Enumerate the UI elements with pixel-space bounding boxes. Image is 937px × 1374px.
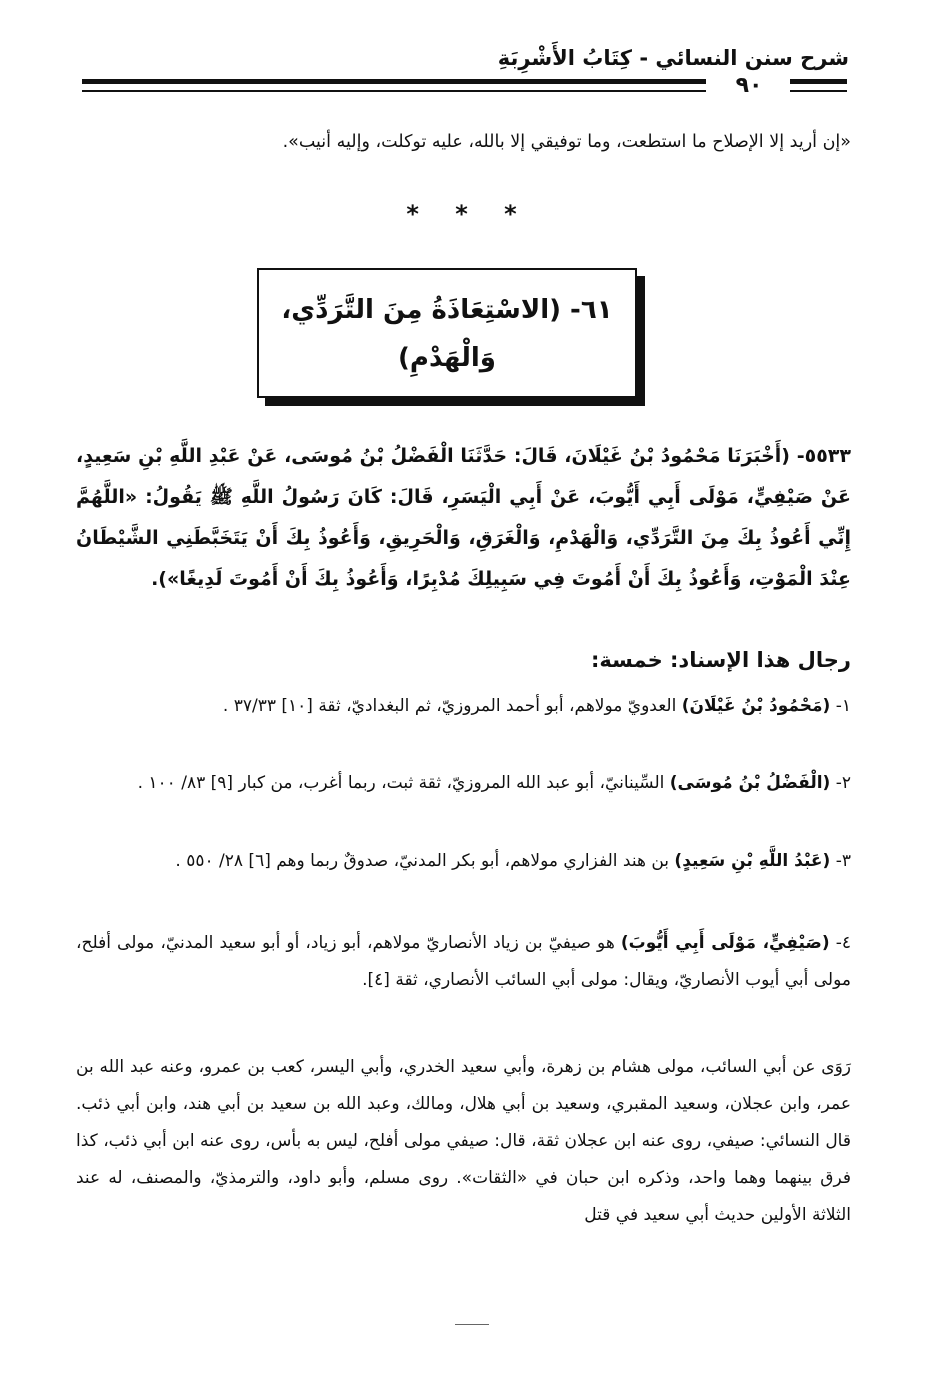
header-rule-thick [82,79,706,84]
chapter-title-line1: ٦١- (الاسْتِعَاذَةُ مِنَ التَّرَدِّي، [281,295,613,325]
narrator-number: ١- [830,696,851,716]
narrator-entry [76,688,851,725]
narrator-description: السِّينانيّ، أبو عبد الله المروزيّ، ثقة ثبت، ربما أغرب، من كبار [٩] ٨٣/ ١٠٠ . [137,773,670,793]
narrator-name: (صَيْفِيٍّ، مَوْلَى أَبِي أَيُّوبَ) [620,933,830,953]
narrator-biography: رَوَى عن أبي السائب، مولى هشام بن زهرة، وأبي سعيد الخدري، وأبي اليسر، كعب بن عمرو، وعنه عبد الله بن عمر، وابن عجلان، وسعيد المقبري، وسعيد بن أبي هلال، ومالك، وعبد الله بن سعيد بن أبي هند، وابن أبي ذئب. قال النسائي: صيفي، روى عنه ابن عجلان ثقة، قال: صيفي مولى أفلح، ليس به بأس، روى عنه ابن أبي ذئب، كذا فرق بينهما وهما واحد، وذكره ابن حبان في «الثقات». روى مسلم، وأبو داود، والترمذيّ، والمصنف، له عند الثلاثة الأولين حديث أبي سعيد في قتل [76,1057,851,1225]
narrator-entry [76,843,851,880]
narrator-number: ٢- [830,773,851,793]
narrators-heading: رجال هذا الإسناد: خمسة: [591,648,851,672]
section-separator: * * * [406,200,531,228]
narrator-description: العدويّ مولاهم، أبو أحمد المروزيّ، ثم البغداديّ، ثقة [١٠] ٣٧/٣٣ . [222,696,682,716]
page-number: ٩٠ [735,73,763,98]
narrator-number: ٣- [830,851,851,871]
narrator-entry [76,765,851,802]
chapter-title-box [257,268,637,398]
footer-dash [455,1324,489,1325]
running-title: شرح سنن النسائي - كِتَابُ الأَشْرِبَةِ [497,46,849,70]
narrator-number: ٤- [829,933,851,953]
header-rule-thin [82,90,706,92]
chapter-title-line2: وَالْهَدْمِ) [398,343,496,373]
hadith-text: ٥٥٣٣- (أَخْبَرَنَا مَحْمُودُ بْنُ غَيْلَانَ، قَالَ: حَدَّثَنَا الْفَضْلُ بْنُ مُوسَى، عَنْ عَبْدِ اللَّهِ بْنِ سَعِيدٍ، عَنْ صَيْفِيٍّ، مَوْلَى أَبِي أَيُّوبَ، عَنْ أَبِي الْيَسَرِ، قَالَ: كَانَ رَسُولُ اللَّهِ ﷺ يَقُولُ: «اللَّهُمَّ إِنِّي أَعُوذُ بِكَ مِنَ التَّرَدِّي، وَالْهَدْمِ، وَالْغَرَقِ، وَالْحَرِيقِ، وَأَعُوذُ بِكَ أَنْ يَتَخَبَّطَنِي الشَّيْطَانُ عِنْدَ الْمَوْتِ، وَأَعُوذُ بِكَ أَنْ أَمُوتَ فِي سَبِيلِكَ مُدْبِرًا، وَأَعُوذُ بِكَ أَنْ أَمُوتَ لَدِيغًا»). [76,445,851,590]
narrator-name: (مَحْمُودُ بْنُ غَيْلَانَ) [681,696,831,716]
header-rule-right-thick [790,79,847,84]
narrator-entry [76,925,851,999]
narrator-name: (الْفَضْلُ بْنُ مُوسَى) [669,773,831,793]
header-rule-right-thin [790,90,847,92]
narrator-description: بن هند الفزاري مولاهم، أبو بكر المدنيّ، صدوقٌ ربما وهم [٦] ٢٨/ ٥٥٠ . [175,851,675,871]
narrator-description: هو صيفيّ بن زياد الأنصاريّ مولاهم، أبو زياد، أو أبو سعيد المدنيّ، مولى أفلح، مولى أبي أيوب الأنصاريّ، ويقال: مولى أبي السائب الأنصاري، ثقة [٤]. [76,933,851,990]
narrator-name: (عَبْدُ اللَّهِ بْنِ سَعِيدٍ) [674,851,831,871]
intro-quote: «إن أريد إلا الإصلاح ما استطعت، وما توفيقي إلا بالله، عليه توكلت، وإليه أنيب». [282,132,851,152]
